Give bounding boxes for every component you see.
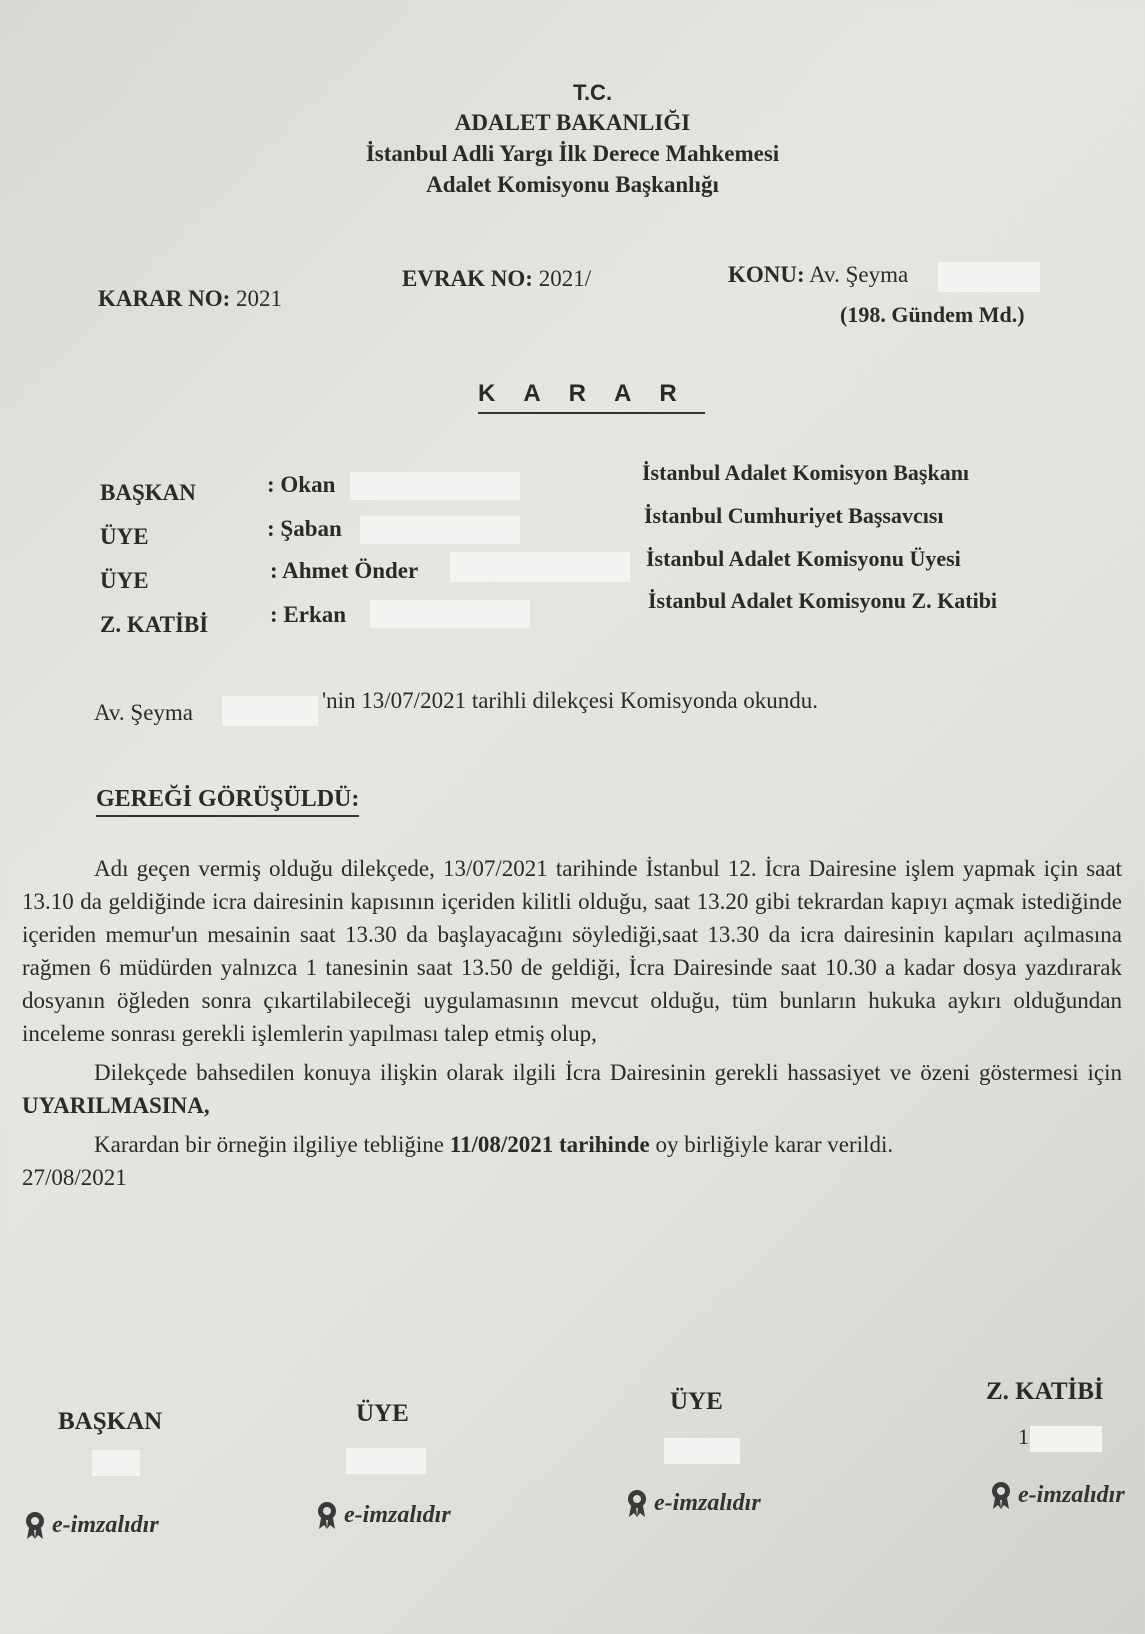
header-court: İstanbul Adli Yargı İlk Derece Mahkemesi bbox=[365, 141, 780, 166]
esignature-mark: e-imzalıdır bbox=[314, 1500, 451, 1530]
intro-name: Av. Şeyma bbox=[94, 700, 194, 725]
member-role: ÜYE bbox=[100, 524, 149, 549]
member-position: İstanbul Cumhuriyet Başsavcısı bbox=[644, 503, 944, 528]
header-ministry: ADALET BAKANLIĞI bbox=[454, 110, 691, 135]
document-title: KARAR bbox=[478, 380, 705, 414]
karar-no: KARAR NO: 2021 bbox=[98, 286, 282, 311]
redaction-signature bbox=[664, 1438, 740, 1464]
decision-body bbox=[22, 852, 1122, 1194]
member-position: İstanbul Adalet Komisyonu Z. Katibi bbox=[648, 588, 998, 613]
body-paragraph: Karardan bir örneğin ilgiliye tebliğine 11/08/2021 tarihinde oy birliğiyle karar verildi. bbox=[94, 1132, 894, 1157]
seal-icon bbox=[624, 1488, 650, 1518]
esignature-mark: e-imzalıdır bbox=[624, 1488, 761, 1518]
redaction-signature bbox=[92, 1450, 140, 1476]
signature-title: Z. KATİBİ bbox=[986, 1378, 1104, 1405]
intro-text: 'nin 13/07/2021 tarihli dilekçesi Komisyonda okundu. bbox=[322, 688, 819, 713]
section-heading: GEREĞİ GÖRÜŞÜLDÜ: bbox=[96, 786, 359, 817]
decision-date: 27/08/2021 bbox=[22, 1165, 127, 1190]
member-name: : Ahmet Önder bbox=[270, 558, 419, 583]
seal-icon bbox=[988, 1480, 1014, 1510]
esignature-mark: e-imzalıdır bbox=[22, 1510, 159, 1540]
redaction-name bbox=[360, 516, 520, 544]
member-name: : Okan bbox=[267, 472, 336, 497]
redaction-konu bbox=[938, 262, 1040, 292]
member-position: İstanbul Adalet Komisyonu Üyesi bbox=[646, 546, 961, 571]
body-paragraph: Adı geçen vermiş olduğu dilekçede, 13/07/2021 tarihinde İstanbul 12. İcra Dairesine işlem yapmak için saat 13.10 da geldiğinde icra dairesinin kapısının içeriden kilitli olduğu, saat 13.20 gibi tekrardan kapıyı açmak istediğinde içeriden memur'un mesainin saat 13.30 da başlayacağını söylediği,saat 13.30 da icra dairesinin kapıları açılmasına rağmen 6 müdürden yalnızca 1 tanesinin saat 13.50 de geldiği, İcra Dairesinde saat 10.30 a kadar dosya yazdırarak dosyanın öğleden sonra çıkartilabileceği uygulamasının mevcut olduğu, tüm bunların hukuka aykırı olduğundan inceleme sonrası gerekli işlemlerin yapılması talep etmiş olup, bbox=[22, 856, 1122, 1046]
redaction-name bbox=[350, 472, 520, 500]
redaction-name bbox=[370, 600, 530, 628]
konu: KONU: Av. Şeyma bbox=[728, 262, 909, 287]
seal-icon bbox=[22, 1510, 48, 1540]
body-paragraph: Dilekçede bahsedilen konuya ilişkin olarak ilgili İcra Dairesinin gerekli hassasiyet ve özeni göstermesi için UYARILMASINA, bbox=[22, 1060, 1122, 1118]
redaction-name bbox=[450, 552, 630, 582]
member-role: Z. KATİBİ bbox=[100, 612, 209, 637]
seal-icon bbox=[314, 1500, 340, 1530]
header-tc: T.C. bbox=[572, 80, 613, 105]
redaction-intro bbox=[222, 696, 318, 726]
member-name: : Erkan bbox=[270, 602, 347, 627]
signature-title: BAŞKAN bbox=[58, 1408, 163, 1435]
member-name: : Şaban bbox=[267, 516, 342, 541]
header-commission: Adalet Komisyonu Başkanlığı bbox=[426, 172, 719, 197]
member-position: İstanbul Adalet Komisyon Başkanı bbox=[642, 460, 970, 485]
signature-title: ÜYE bbox=[670, 1388, 723, 1415]
konu-sub: (198. Gündem Md.) bbox=[840, 302, 1025, 327]
member-role: BAŞKAN bbox=[100, 480, 196, 505]
redaction-signature bbox=[1030, 1426, 1102, 1452]
signature-title: ÜYE bbox=[356, 1400, 409, 1427]
redaction-signature bbox=[346, 1448, 426, 1474]
member-role: ÜYE bbox=[100, 568, 149, 593]
signature-extra: 1 bbox=[1018, 1424, 1029, 1449]
evrak-no: EVRAK NO: 2021/ bbox=[402, 266, 592, 291]
esignature-mark: e-imzalıdır bbox=[988, 1480, 1125, 1510]
